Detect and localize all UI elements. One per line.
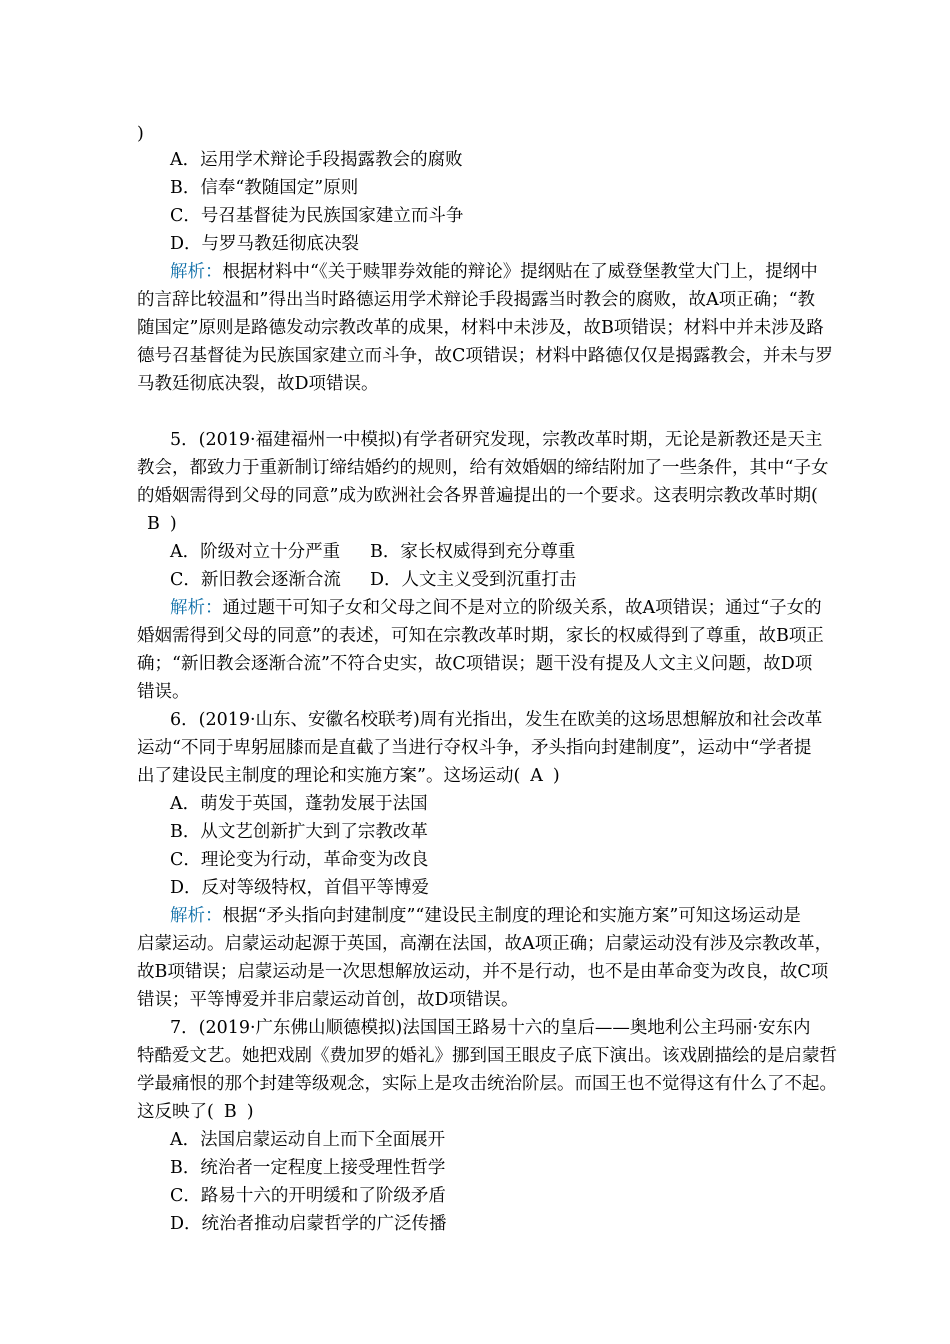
q5-option-b: B．家长权威得到充分尊重 xyxy=(370,542,576,562)
q6-analysis-line-2: 启蒙运动。启蒙运动起源于英国，高潮在法国，故A项正确；启蒙运动没有涉及宗教改革， xyxy=(137,934,833,954)
q5-answer-line xyxy=(137,484,818,508)
q7-close-paren: ) xyxy=(246,1102,254,1122)
q5-analysis-label: 解析： xyxy=(170,598,223,618)
q5-option-a: A．阶级对立十分严重 xyxy=(170,542,341,562)
q6-answer-letter: A xyxy=(530,766,543,786)
q6-stem-line-1: 6．(2019·山东、安徽名校联考)周有光指出，发生在欧美的这场思想解放和社会改革 xyxy=(170,710,823,730)
q4-option-a: A．运用学术辩论手段揭露教会的腐败 xyxy=(170,150,463,170)
q5-analysis-line-2: 婚姻需得到父母的同意”的表述，可知在宗教改革时期，家长的权威得到了尊重，故B项正 xyxy=(137,626,824,646)
q5-answer xyxy=(137,512,177,536)
q4-option-d: D．与罗马教廷彻底决裂 xyxy=(170,234,360,254)
q5-answer-letter: B xyxy=(147,514,160,534)
q5-stem-line-3: 的婚姻需得到父母的同意”成为欧洲社会各界普遍提出的一个要求。这表明宗教改革时期( xyxy=(137,486,818,506)
q7-option-d: D．统治者推动启蒙哲学的广泛传播 xyxy=(170,1214,447,1234)
q6-analysis-line-4: 错误；平等博爱并非启蒙运动首创，故D项错误。 xyxy=(137,990,519,1010)
q4-analysis-label: 解析： xyxy=(170,262,223,282)
q6-close-paren: ) xyxy=(552,766,560,786)
q4-analysis-line-4: 德号召基督徒为民族国家建立而斗争，故C项错误；材料中路德仅仅是揭露教会，并未与罗 xyxy=(137,346,833,366)
q5-analysis-line-1: 解析：通过题干可知子女和父母之间不是对立的阶级关系，故A项错误；通过“子女的 xyxy=(170,598,822,618)
q5-close-paren: ) xyxy=(169,514,177,534)
q4-tail: ) xyxy=(137,124,144,144)
q5-stem-line-2: 教会，都致力于重新制订缔结婚约的规则，给有效婚姻的缔结附加了一些条件，其中“子女 xyxy=(137,458,829,478)
q6-analysis-line-1: 解析：根据“矛头指向封建制度”“建设民主制度的理论和实施方案”可知这场运动是 xyxy=(170,906,801,926)
q6-option-d: D．反对等级特权，首倡平等博爱 xyxy=(170,878,430,898)
q5-analysis-line-4: 错误。 xyxy=(137,682,190,702)
q4-option-b: B．信奉“教随国定”原则 xyxy=(170,178,359,198)
q4-analysis-line-1: 解析：根据材料中“《关于赎罪券效能的辩论》提纲贴在了威登堡教堂大门上，提纲中 xyxy=(170,262,818,282)
q7-answer-letter: B xyxy=(223,1102,237,1122)
q4-option-c: C．号召基督徒为民族国家建立而斗争 xyxy=(170,206,464,226)
q7-option-c: C．路易十六的开明缓和了阶级矛盾 xyxy=(170,1186,446,1206)
q4-analysis-line-3: 随国定”原则是路德发动宗教改革的成果，材料中未涉及，故B项错误；材料中并未涉及路 xyxy=(137,318,824,338)
q6-option-c: C．理论变为行动，革命变为改良 xyxy=(170,850,429,870)
q5-stem-line-1: 5．(2019·福建福州一中模拟)有学者研究发现，宗教改革时期，无论是新教还是天主 xyxy=(170,430,823,450)
q7-option-a: A．法国启蒙运动自上而下全面展开 xyxy=(170,1130,446,1150)
q5-option-c: C．新旧教会逐渐合流 xyxy=(170,570,341,590)
q7-stem-line-2: 特酷爱文艺。她把戏剧《费加罗的婚礼》挪到国王眼皮子底下演出。该戏剧描绘的是启蒙哲 xyxy=(137,1046,837,1066)
q6-option-a: A．萌发于英国，蓬勃发展于法国 xyxy=(170,794,428,814)
q6-stem-line-2: 运动“不同于卑躬屈膝而是直截了当进行夺权斗争，矛头指向封建制度”，运动中“学者提 xyxy=(137,738,812,758)
q7-stem-line-3: 学最痛恨的那个封建等级观念，实际上是攻击统治阶层。而国王也不觉得这有什么了不起。 xyxy=(137,1074,837,1094)
q4-analysis-line-5: 马教廷彻底决裂，故D项错误。 xyxy=(137,374,379,394)
q7-stem-line-4: 这反映了( B ) xyxy=(137,1102,254,1122)
q5-option-d: D．人文主义受到沉重打击 xyxy=(370,570,577,590)
q5-analysis-line-3: 确；“新旧教会逐渐合流”不符合史实，故C项错误；题干没有提及人文主义问题，故D项 xyxy=(137,654,813,674)
q6-option-b: B．从文艺创新扩大到了宗教改革 xyxy=(170,822,428,842)
q6-stem-line-3: 出了建设民主制度的理论和实施方案”。这场运动( A ) xyxy=(137,766,560,786)
q7-stem-line-1: 7．(2019·广东佛山顺德模拟)法国国王路易十六的皇后——奥地利公主玛丽·安东内 xyxy=(170,1018,811,1038)
q6-analysis-line-3: 故B项错误；启蒙运动是一次思想解放运动，并不是行动，也不是由革命变为改良，故C项 xyxy=(137,962,829,982)
q4-analysis-line-2: 的言辞比较温和”得出当时路德运用学术辩论手段揭露当时教会的腐败，故A项正确；“教 xyxy=(137,290,816,310)
q6-analysis-label: 解析： xyxy=(170,906,223,926)
q7-option-b: B．统治者一定程度上接受理性哲学 xyxy=(170,1158,446,1178)
